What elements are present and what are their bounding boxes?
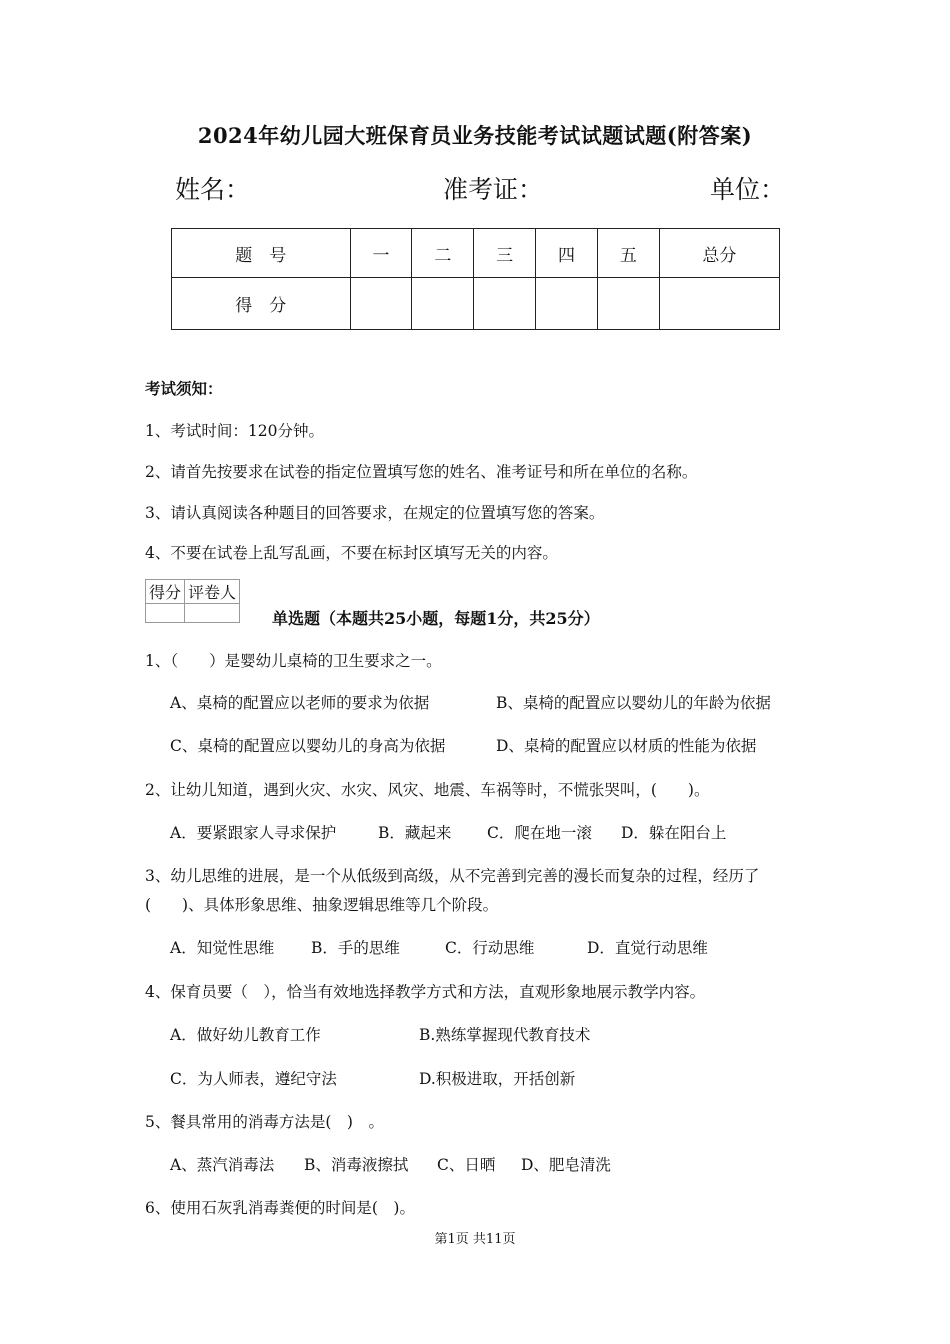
instruction-item: 3、请认真阅读各种题目的回答要求，在规定的位置填写您的答案。: [145, 504, 605, 522]
question-option[interactable]: A．知觉性思维: [170, 939, 275, 957]
question-option[interactable]: A．要紧跟家人寻求保护: [170, 824, 337, 842]
unit-label: 单位：: [710, 175, 786, 204]
grader-reviewer-cell[interactable]: [185, 604, 240, 623]
grader-box: [145, 579, 240, 623]
score-cell[interactable]: [412, 278, 474, 330]
score-cell[interactable]: [659, 278, 779, 330]
page-footer: 第1页 共11页: [434, 1232, 516, 1247]
score-header-cell: 二: [412, 229, 474, 278]
name-label: 姓名：: [175, 175, 251, 204]
question-option[interactable]: A．做好幼儿教育工作: [170, 1026, 321, 1044]
question-option[interactable]: D、桌椅的配置应以材质的性能为依据: [496, 737, 757, 755]
question-stem: 6、使用石灰乳消毒粪便的时间是( )。: [145, 1199, 415, 1217]
question-option[interactable]: C．行动思维: [445, 939, 535, 957]
exam-id-label: 准考证：: [443, 175, 544, 204]
score-cell[interactable]: [350, 278, 412, 330]
grader-reviewer-label: 评卷人: [185, 580, 240, 604]
question-option[interactable]: C．为人师表，遵纪守法: [170, 1070, 337, 1088]
question-option[interactable]: A、桌椅的配置应以老师的要求为依据: [170, 694, 430, 712]
question-stem: 2、让幼儿知道，遇到火灾、水灾、风灾、地震、车祸等时，不慌张哭叫，( )。: [145, 781, 710, 799]
question-stem-continued: ( )、具体形象思维、抽象逻辑思维等几个阶段。: [145, 896, 499, 914]
instruction-item: 1、考试时间：120分钟。: [145, 422, 324, 440]
grader-score-label: 得分: [146, 580, 185, 604]
question-option[interactable]: A、蒸汽消毒法: [170, 1156, 275, 1174]
question-option[interactable]: D．躲在阳台上: [621, 824, 727, 842]
question-stem: 5、餐具常用的消毒方法是( ) 。: [145, 1113, 384, 1131]
question-option[interactable]: D、肥皂清洗: [521, 1156, 611, 1174]
section-title: 单选题（本题共25小题，每题1分，共25分）: [272, 609, 600, 628]
question-option[interactable]: D.积极进取，开括创新: [419, 1070, 576, 1088]
question-option[interactable]: B.熟练掌握现代教育技术: [419, 1026, 591, 1044]
score-header-cell: 五: [597, 229, 659, 278]
question-option[interactable]: D．直觉行动思维: [587, 939, 708, 957]
score-row-label: 得 分: [172, 278, 351, 330]
instructions-heading: 考试须知：: [145, 379, 223, 398]
instruction-item: 4、不要在试卷上乱写乱画，不要在标封区填写无关的内容。: [145, 544, 558, 562]
score-cell[interactable]: [536, 278, 598, 330]
score-header-cell: 三: [474, 229, 536, 278]
score-header-cell: 四: [536, 229, 598, 278]
question-option[interactable]: C、桌椅的配置应以婴幼儿的身高为依据: [170, 737, 446, 755]
instruction-item: 2、请首先按要求在试卷的指定位置填写您的姓名、准考证号和所在单位的名称。: [145, 463, 698, 481]
score-header-cell: 题 号: [172, 229, 351, 278]
question-option[interactable]: B、消毒液擦拭: [304, 1156, 409, 1174]
question-option[interactable]: C、日晒: [437, 1156, 496, 1174]
question-option[interactable]: B、桌椅的配置应以婴幼儿的年龄为依据: [496, 694, 771, 712]
score-table: [171, 228, 780, 330]
question-stem: 1、（ ）是婴幼儿桌椅的卫生要求之一。: [145, 652, 442, 670]
score-cell[interactable]: [597, 278, 659, 330]
page-title: 2024年幼儿园大班保育员业务技能考试试题试题(附答案): [197, 123, 753, 148]
score-header-cell: 一: [350, 229, 412, 278]
question-option[interactable]: B．藏起来: [378, 824, 452, 842]
grader-score-cell[interactable]: [146, 604, 185, 623]
question-option[interactable]: B．手的思维: [311, 939, 400, 957]
question-stem: 4、保育员要（ ），恰当有效地选择教学方式和方法，直观形象地展示教学内容。: [145, 983, 706, 1001]
question-stem: 3、幼儿思维的进展，是一个从低级到高级，从不完善到完善的漫长而复杂的过程，经历了: [145, 867, 760, 885]
score-header-cell: 总分: [659, 229, 779, 278]
score-cell[interactable]: [474, 278, 536, 330]
question-option[interactable]: C．爬在地一滚: [487, 824, 592, 842]
